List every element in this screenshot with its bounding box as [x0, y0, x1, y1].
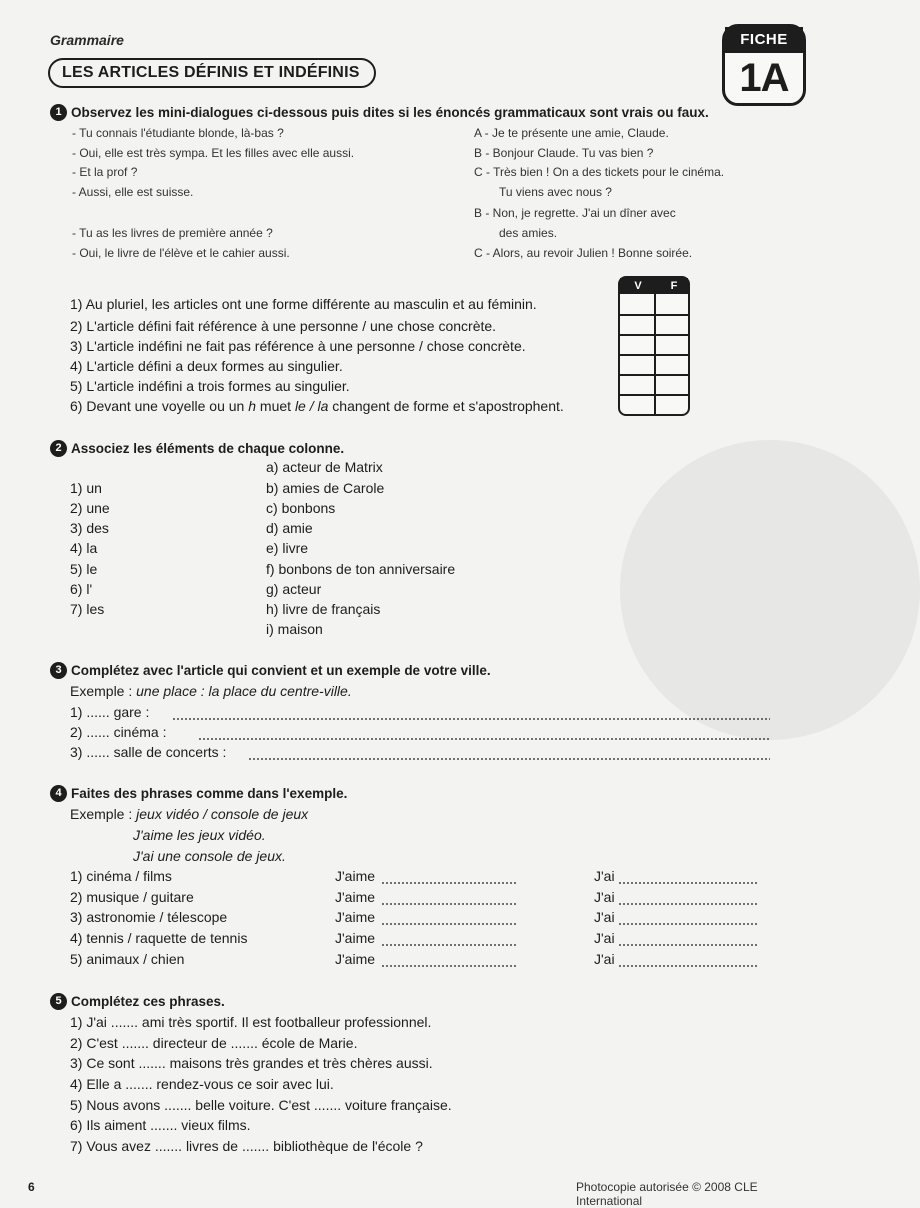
jai-blank — [594, 868, 764, 884]
match-right-item — [266, 480, 384, 496]
jai-blank — [594, 951, 764, 967]
exercise-5-instruction: Complétez ces phrases. — [71, 994, 225, 1009]
statement-text: L'article défini fait référence à une personne / une chose concrète. — [86, 318, 497, 334]
match-left-item — [70, 540, 97, 556]
item-number: 7) — [70, 601, 83, 617]
exercise-1-instruction: Observez les mini-dialogues ci-dessous puis dites si les énoncés grammaticaux sont vrais ou faux. — [71, 105, 709, 120]
item-text — [70, 889, 194, 905]
dialogue-line: - Et la prof ? — [72, 165, 138, 179]
statement-text: muet — [256, 398, 295, 414]
item-number: 4) — [70, 358, 83, 374]
item-number: 1) — [70, 868, 83, 884]
jaime-label: J'aime — [335, 909, 376, 925]
section-label: Grammaire — [50, 32, 124, 48]
jaime-label: J'aime — [335, 951, 376, 967]
jaime-blank — [335, 889, 525, 905]
exercise-2-heading — [50, 440, 344, 457]
item-letter: c) — [266, 500, 278, 516]
sentence-text: Vous avez ....... livres de ....... bibliothèque de l'école ? — [86, 1138, 423, 1154]
exercise-4-heading — [50, 785, 347, 802]
dialogue-line: Tu viens avec nous ? — [499, 185, 612, 199]
jaime-blank — [335, 930, 525, 946]
statement-item — [70, 296, 537, 312]
item-number: 1) — [70, 1014, 83, 1030]
dialogue-line: des amies. — [499, 226, 558, 240]
item-letter: h) — [266, 601, 279, 617]
jai-label: J'ai — [594, 930, 615, 946]
match-left-item — [70, 581, 92, 597]
item-text: amies de Carole — [282, 480, 385, 496]
item-text: bonbons de ton anniversaire — [278, 561, 456, 577]
item-text: bonbons — [281, 500, 336, 516]
match-left-item — [70, 601, 104, 617]
answer-dots — [618, 903, 758, 905]
item-number: 3) — [70, 744, 83, 760]
item-number: 5) — [70, 951, 83, 967]
dialogue-line: A - Je te présente une amie, Claude. — [474, 126, 669, 140]
sentence-text: Nous avons ....... belle voiture. C'est ....... voiture française. — [86, 1097, 452, 1113]
item-number: 6) — [70, 581, 83, 597]
dialogue-line: - Tu connais l'étudiante blonde, là-bas ? — [72, 126, 284, 140]
statement-italic: le / la — [294, 398, 329, 414]
answer-dots — [618, 882, 758, 884]
item-number: 7) — [70, 1138, 83, 1154]
sentence-item — [70, 1055, 433, 1071]
statement-item — [70, 318, 496, 334]
match-right-item — [266, 540, 308, 556]
sentence-item — [70, 1138, 423, 1154]
item-text: maison — [277, 621, 323, 637]
item-pair: animaux / chien — [86, 951, 185, 967]
background-watermark-circle — [620, 440, 920, 740]
item-text: livre de français — [282, 601, 381, 617]
exercise-number-badge: 4 — [50, 785, 67, 802]
exercise-number-badge: 2 — [50, 440, 67, 457]
dialogue-line: B - Non, je regrette. J'ai un dîner avec — [474, 206, 676, 220]
item-number: 4) — [70, 930, 83, 946]
jaime-blank — [335, 909, 525, 925]
example-text: jeux vidéo / console de jeux — [136, 806, 309, 822]
statement-item — [70, 358, 343, 374]
item-text: amie — [282, 520, 313, 536]
true-header: V — [634, 280, 642, 292]
grid-divider — [620, 394, 688, 396]
item-text: ...... salle de concerts : — [86, 744, 227, 760]
example-text: une place : la place du centre-ville. — [136, 683, 352, 699]
answer-dots — [381, 903, 517, 905]
fill-line — [70, 744, 770, 760]
item-number: 3) — [70, 520, 83, 536]
exercise-number-badge: 3 — [50, 662, 67, 679]
exercise-4-example — [133, 827, 266, 843]
jaime-blank — [335, 951, 525, 967]
exercise-3-heading — [50, 662, 491, 679]
item-text: livre — [282, 540, 309, 556]
grid-divider — [620, 334, 688, 336]
statement-italic: h — [248, 398, 257, 414]
jaime-label: J'aime — [335, 868, 376, 884]
answer-dots — [618, 965, 758, 967]
item-text: des — [86, 520, 109, 536]
item-letter: e) — [266, 540, 279, 556]
item-number: 2) — [70, 724, 83, 740]
item-number: 3) — [70, 1055, 83, 1071]
fill-line — [70, 704, 770, 720]
sentence-text: C'est ....... directeur de ....... école de Marie. — [86, 1035, 358, 1051]
exercise-3-example — [70, 683, 352, 699]
item-number: 6) — [70, 1117, 83, 1133]
item-letter: a) — [266, 459, 279, 475]
true-false-grid — [618, 276, 690, 416]
fiche-number: 1A — [739, 56, 789, 100]
grid-divider — [620, 354, 688, 356]
exercise-1-heading — [50, 104, 709, 121]
jai-label: J'ai — [594, 868, 615, 884]
example-label: Exemple : — [70, 683, 137, 699]
item-letter: i) — [266, 621, 274, 637]
item-text: les — [86, 601, 105, 617]
item-letter: d) — [266, 520, 279, 536]
item-number: 3) — [70, 338, 83, 354]
item-text: acteur de Matrix — [282, 459, 383, 475]
jai-blank — [594, 930, 764, 946]
item-text: ...... cinéma : — [86, 724, 167, 740]
item-text: une — [86, 500, 110, 516]
dialogue-line: C - Très bien ! On a des tickets pour le cinéma. — [474, 165, 725, 179]
item-pair: musique / guitare — [86, 889, 194, 905]
item-text — [70, 909, 227, 925]
item-text: ...... gare : — [86, 704, 150, 720]
item-text — [70, 951, 184, 967]
dialogue-line: - Aussi, elle est suisse. — [72, 185, 194, 199]
item-text — [70, 930, 247, 946]
sentence-text: J'ai ....... ami très sportif. Il est footballeur professionnel. — [86, 1014, 432, 1030]
answer-dots — [381, 923, 517, 925]
item-text: la — [86, 540, 98, 556]
exercise-number-badge: 1 — [50, 104, 67, 121]
jai-label: J'ai — [594, 951, 615, 967]
item-letter: g) — [266, 581, 279, 597]
sentence-text: Elle a ....... rendez-vous ce soir avec lui. — [86, 1076, 334, 1092]
page-number: 6 — [28, 1180, 35, 1194]
exercise-4-instruction: Faites des phrases comme dans l'exemple. — [71, 786, 348, 801]
exercise-4-example — [70, 806, 308, 822]
sentence-text: Ils aiment ....... vieux films. — [86, 1117, 251, 1133]
answer-dots — [248, 758, 770, 760]
item-pair: astronomie / télescope — [86, 909, 228, 925]
statement-text: L'article défini a deux formes au singulier. — [86, 358, 343, 374]
jaime-blank — [335, 868, 525, 884]
statement-item — [70, 338, 526, 354]
jai-label: J'ai — [594, 889, 615, 905]
sentence-item — [70, 1076, 334, 1092]
jaime-label: J'aime — [335, 930, 376, 946]
exercise-5-heading — [50, 993, 225, 1010]
page-title: LES ARTICLES DÉFINIS ET INDÉFINIS — [48, 58, 376, 88]
statement-item — [70, 378, 350, 394]
match-right-item — [266, 581, 321, 597]
sentence-text: Ce sont ....... maisons très grandes et très chères aussi. — [86, 1055, 433, 1071]
answer-dots — [618, 944, 758, 946]
match-right-item — [266, 459, 383, 475]
exercise-number-badge: 5 — [50, 993, 67, 1010]
grid-divider — [620, 314, 688, 316]
statement-text: L'article indéfini ne fait pas référence à une personne / chose concrète. — [86, 338, 526, 354]
match-right-item — [266, 601, 380, 617]
item-number: 2) — [70, 1035, 83, 1051]
false-header: F — [670, 280, 678, 292]
item-number: 4) — [70, 1076, 83, 1092]
item-text: l' — [86, 581, 93, 597]
match-right-item — [266, 621, 323, 637]
answer-dots — [381, 944, 517, 946]
answer-dots — [381, 965, 517, 967]
answer-dots — [198, 738, 770, 740]
dialogue-line: B - Bonjour Claude. Tu vas bien ? — [474, 146, 654, 160]
item-pair: tennis / raquette de tennis — [86, 930, 248, 946]
match-left-item — [70, 500, 110, 516]
match-right-item — [266, 500, 335, 516]
match-right-item — [266, 561, 455, 577]
answer-dots — [618, 923, 758, 925]
statement-text: Au pluriel, les articles ont une forme différente au masculin et au féminin. — [85, 296, 537, 312]
item-number: 3) — [70, 909, 83, 925]
exercise-4-example — [133, 848, 286, 864]
dialogue-line: C - Alors, au revoir Julien ! Bonne soirée. — [474, 246, 693, 260]
answer-dots — [381, 882, 517, 884]
item-text: un — [86, 480, 102, 496]
sentence-item — [70, 1117, 251, 1133]
jai-blank — [594, 909, 764, 925]
item-number: 4) — [70, 540, 83, 556]
item-text: le — [86, 561, 98, 577]
copyright-notice: Photocopie autorisée © 2008 CLE International — [576, 1180, 758, 1208]
dialogue-line: - Tu as les livres de première année ? — [72, 226, 273, 240]
item-number: 5) — [70, 378, 83, 394]
item-number: 2) — [70, 500, 83, 516]
item-number: 2) — [70, 318, 83, 334]
item-pair: cinéma / films — [86, 868, 172, 884]
grid-divider — [620, 374, 688, 376]
statement-text: L'article indéfini a trois formes au singulier. — [86, 378, 350, 394]
match-right-item — [266, 520, 313, 536]
item-letter: b) — [266, 480, 279, 496]
item-number: 1) — [70, 480, 83, 496]
exercise-2-instruction: Associez les éléments de chaque colonne. — [71, 441, 345, 456]
item-text: acteur — [282, 581, 322, 597]
sentence-item — [70, 1097, 452, 1113]
jaime-label: J'aime — [335, 889, 376, 905]
item-number: 5) — [70, 561, 83, 577]
example-text: J'aime les jeux vidéo. — [133, 827, 266, 843]
item-number: 1) — [70, 704, 83, 720]
statement-item — [70, 398, 564, 414]
item-number: 1) — [70, 296, 83, 312]
jai-label: J'ai — [594, 909, 615, 925]
item-text — [70, 868, 172, 884]
example-text: J'ai une console de jeux. — [133, 848, 286, 864]
answer-dots — [172, 718, 770, 720]
match-left-item — [70, 480, 102, 496]
statement-text: changent de forme et s'apostrophent. — [328, 398, 564, 414]
match-left-item — [70, 561, 97, 577]
dialogue-line: - Oui, elle est très sympa. Et les filles avec elle aussi. — [72, 146, 355, 160]
item-number: 2) — [70, 889, 83, 905]
fill-line — [70, 724, 770, 740]
sentence-item — [70, 1014, 431, 1030]
fiche-badge — [722, 24, 806, 106]
sentence-item — [70, 1035, 357, 1051]
dialogue-line: - Oui, le livre de l'élève et le cahier aussi. — [72, 246, 290, 260]
item-number: 6) — [70, 398, 83, 414]
fiche-label: FICHE — [725, 27, 803, 53]
example-label: Exemple : — [70, 806, 137, 822]
statement-text: Devant une voyelle ou un — [86, 398, 249, 414]
item-letter: f) — [266, 561, 275, 577]
exercise-3-instruction: Complétez avec l'article qui convient et un exemple de votre ville. — [71, 663, 491, 678]
item-number: 5) — [70, 1097, 83, 1113]
match-left-item — [70, 520, 109, 536]
jai-blank — [594, 889, 764, 905]
